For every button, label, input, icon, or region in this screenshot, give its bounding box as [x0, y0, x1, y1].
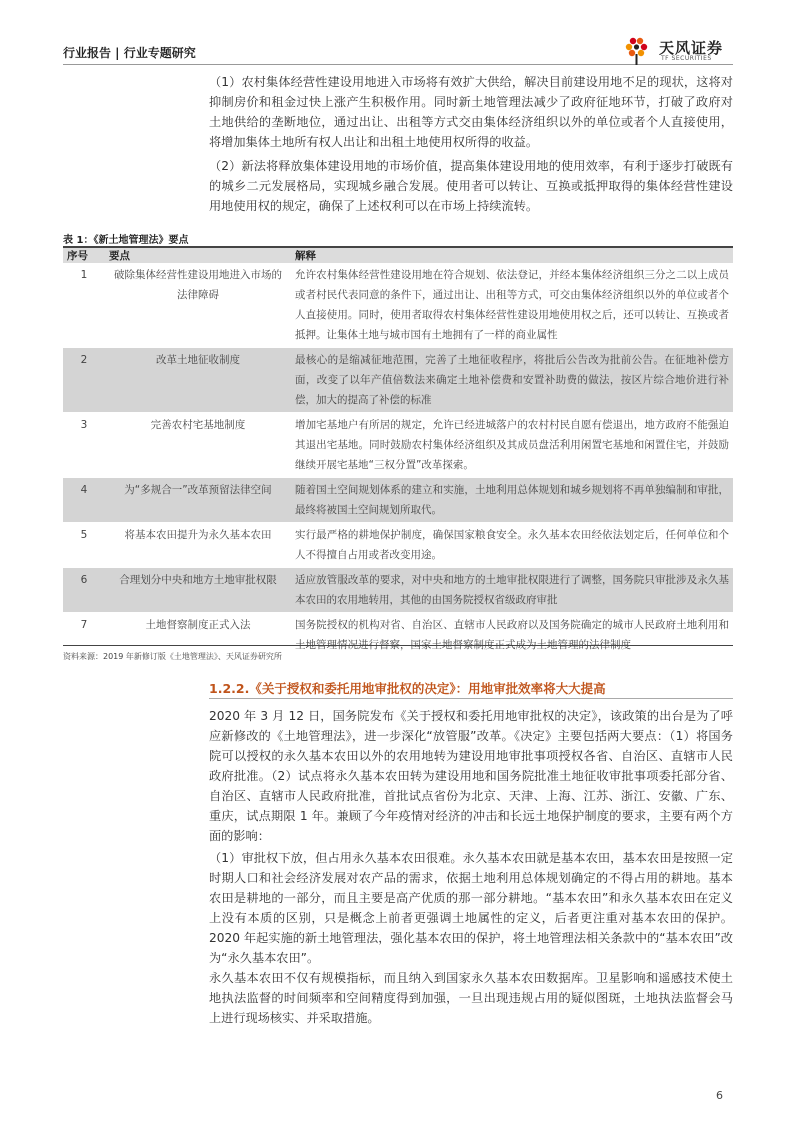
- row-explanation: 随着国土空间规划体系的建立和实施，土地利用总体规划和城乡规划将不再单独编制和审批，最终将被国土空间规划所取代。: [291, 478, 733, 523]
- table-source-note: 资料来源：2019 年新修订版《土地管理法》、天风证券研究所: [63, 652, 282, 661]
- row-explanation: 最核心的是缩减征地范围，完善了土地征收程序，将批后公告改为批前公告。在征地补偿方面，改变了以年产值倍数法来确定土地补偿费和安置补助费的做法，按区片综合地价进行补偿，加大的提高了补偿的标准: [291, 348, 733, 413]
- tf-flower-icon: [621, 36, 655, 66]
- row-number: 6: [63, 568, 105, 613]
- row-explanation: 允许农村集体经营性建设用地在符合规划、依法登记，并经本集体经济组织三分之二以上成员或者村民代表同意的条件下，通过出让、出租等方式，可交由集体经济组织以外的单位或者个人直接使用。同时，使用者取得农村集体经营性建设用地使用权之后，还可以转让、互换或者抵押。让集体土地与城市国有土地拥有了一样的商业属性: [291, 263, 733, 348]
- row-number: 4: [63, 478, 105, 523]
- section-paragraph-3: 永久基本农田不仅有规模指标，而且纳入到国家永久基本农田数据库。卫星影响和遥感技术使土地执法监督的时间频率和空间精度得到加强，一旦出现违规占用的疑似图斑，土地执法监督会马上进行现场核实、并采取措施。: [209, 971, 733, 1025]
- row-number: 2: [63, 348, 105, 413]
- row-key-point: 改革土地征收制度: [105, 348, 291, 413]
- row-key-point: 破除集体经营性建设用地进入市场的法律障碍: [105, 263, 291, 348]
- row-key-point: 将基本农田提升为永久基本农田: [105, 523, 291, 568]
- table-row: [63, 478, 733, 523]
- row-key-point: 土地督察制度正式入法: [105, 613, 291, 658]
- section-paragraph-1: 2020 年 3 月 12 日，国务院发布《关于授权和委托用地审批权的决定》，该政策的出台是为了呼应新修改的《土地管理法》，进一步深化“放管服”改革。《决定》主要包括两大要点：（1）将国务院可以授权的永久基本农田以外的农用地转为建设用地审批事项授权各省、自治区、直辖市人民政府批准。（2）试点将永久基本农田转为建设用地和国务院批准土地征收审批事项委托部分省、自治区、直辖市人民政府批准，首批试点省份为北京、天津、上海、江苏、浙江、安徽、广东、重庆，试点期限 1 年。兼顾了今年疫情对经济的冲击和长远土地保护制度的要求，主要有两个方面的影响：: [209, 709, 733, 843]
- row-explanation: 国务院授权的机构对省、自治区、直辖市人民政府以及国务院确定的城市人民政府土地利用和土地管理情况进行督察，国家土地督察制度正式成为土地管理的法律制度: [291, 613, 733, 658]
- row-number: 7: [63, 613, 105, 658]
- page-number: 6: [716, 1089, 723, 1102]
- table-row: [63, 348, 733, 413]
- row-key-point: 合理划分中央和地方土地审批权限: [105, 568, 291, 613]
- table-row: [63, 263, 733, 348]
- section-paragraph-2: （1）审批权下放，但占用永久基本农田很难。永久基本农田就是基本农田，基本农田是按照一定时期人口和社会经济发展对农产品的需求，依据土地利用总体规划确定的不得占用的耕地。基本农田是耕地的一部分，而且主要是高产优质的那一部分耕地。“基本农田”和永久基本农田在定义上没有本质的区别，只是概念上前者更强调土地属性的定义，后者更注重对基本农田的保护。2020 年起实施的新土地管理法，强化基本农田的保护，将土地管理法相关条款中的“基本农田”改为“永久基本农田”。: [209, 851, 733, 965]
- header-no: 序号: [63, 247, 105, 263]
- section-heading: 1.2.2.《关于授权和委托用地审批权的决定》：用地审批效率将大大提高: [209, 681, 606, 696]
- report-category-title: 行业报告 | 行业专题研究: [63, 46, 196, 60]
- row-key-point: 完善农村宅基地制度: [105, 413, 291, 478]
- land-law-points-table: [63, 246, 733, 658]
- row-number: 1: [63, 263, 105, 348]
- row-key-point: 为“多规合一”改革预留法律空间: [105, 478, 291, 523]
- logo-chinese-name: 天风证券: [659, 39, 724, 57]
- intro-paragraph-1: （1）农村集体经营性建设用地进入市场将有效扩大供给，解决目前建设用地不足的现状，这将对抑制房价和租金过快上涨产生积极作用。同时新土地管理法减少了政府征地环节，打破了政府对土地供给的垄断地位，通过出让、出租等方式交由集体经济组织以外的单位或者个人直接使用，将增加集体土地所有权人出让和出租土地使用权所得的收益。: [209, 75, 733, 149]
- intro-paragraph-2: （2）新法将释放集体建设用地的市场价值，提高集体建设用地的使用效率，有利于逐步打破既有的城乡二元发展格局，实现城乡融合发展。使用者可以转让、互换或抵押取得的集体经营性建设用地使用权的规定，确保了上述权利可以在市场上持续流转。: [209, 159, 733, 213]
- table-bottom-rule: [63, 645, 733, 646]
- header-key-point: 要点: [105, 247, 291, 263]
- header-explanation: 解释: [291, 247, 733, 263]
- logo-english-name: TF SECURITIES: [661, 55, 712, 62]
- row-explanation: 增加宅基地户有所居的规定，允许已经进城落户的农村村民自愿有偿退出，地方政府不能强迫其退出宅基地。同时鼓励农村集体经济组织及其成员盘活利用闲置宅基地和闲置住宅，并鼓励继续开展宅基地“三权分置”改革探索。: [291, 413, 733, 478]
- row-explanation: 适应放管服改革的要求，对中央和地方的土地审批权限进行了调整，国务院只审批涉及永久基本农田的农用地转用，其他的由国务院授权省级政府审批: [291, 568, 733, 613]
- row-explanation: 实行最严格的耕地保护制度，确保国家粮食安全。永久基本农田经依法划定后，任何单位和个人不得擅自占用或者改变用途。: [291, 523, 733, 568]
- company-logo: [621, 36, 733, 66]
- page-header: [63, 36, 733, 70]
- table-row: [63, 568, 733, 613]
- table-row: [63, 523, 733, 568]
- table-row: [63, 413, 733, 478]
- table-caption: 表 1：《新土地管理法》要点: [63, 235, 189, 246]
- row-number: 5: [63, 523, 105, 568]
- section-heading-rule: [209, 698, 733, 699]
- row-number: 3: [63, 413, 105, 478]
- table-header-row: [63, 247, 733, 263]
